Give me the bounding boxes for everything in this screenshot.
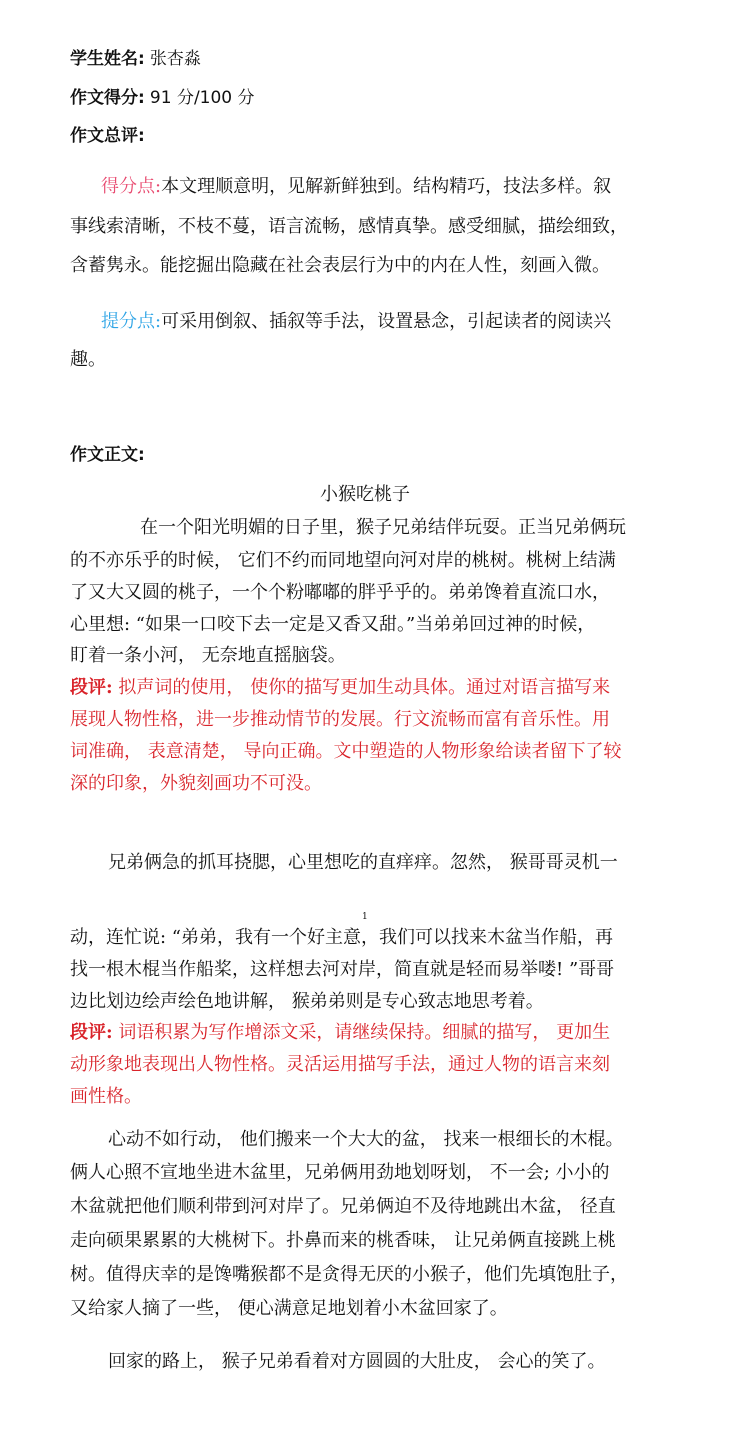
strength-text-1: 本文理顺意明，见解新鲜独到。结构精巧，技法多样。叙 [161, 176, 612, 197]
comment2-line-2: 动形象地表现出人物性格。灵活运用描写手法，通过人物的语言来刻 [70, 1054, 610, 1075]
strength-label: 得分点: [101, 176, 162, 197]
student-name-value: 张杏淼 [149, 49, 201, 69]
score-value: 91 分/100 分 [149, 88, 255, 108]
comment2-text-1: 词语积累为写作增添文采，请继续保持。细腻的描写， 更加生 [118, 1022, 611, 1043]
p2-line-1: 兄弟俩急的抓耳挠腮，心里想吃的直痒痒。忽然， 猴哥哥灵机一 [108, 852, 618, 873]
score-label: 作文得分: [70, 88, 145, 108]
strength-line-1 [101, 174, 611, 200]
p1-line-4: 心里想: “如果一口咬下去一定是又香又甜。”当弟弟回过神的时候， [70, 614, 596, 635]
comment2-label: 段评: [70, 1022, 113, 1043]
comment2-line-3: 画性格。 [70, 1086, 142, 1107]
improve-text-1: 可采用倒叙、插叙等手法，设置悬念，引起读者的阅读兴 [161, 311, 612, 332]
page-number: 1 [362, 912, 368, 922]
p3-line-3: 木盆就把他们顺利带到河对岸了。兄弟俩迫不及待地跳出木盆， 径直 [70, 1196, 616, 1217]
comment1-line-2: 展现人物性格，进一步推动情节的发展。行文流畅而富有音乐性。用 [70, 709, 610, 730]
p2-line-4: 边比划边绘声绘色地讲解， 猴弟弟则是专心致志地思考着。 [70, 991, 544, 1012]
p2-line-2: 动，连忙说: “弟弟，我有一个好主意，我们可以找来木盆当作船，再 [70, 927, 613, 948]
comment1-label: 段评: [70, 677, 113, 698]
improve-line-2: 趣。 [70, 349, 106, 370]
comment1-line-3: 词准确， 表意清楚， 导向正确。文中塑造的人物形象给读者留下了较 [70, 741, 622, 762]
improve-label: 提分点: [101, 311, 162, 332]
strength-line-2: 事线索清晰，不枝不蔓，语言流畅，感情真挚。感受细腻，描绘细致， [70, 216, 628, 237]
student-name-row [70, 44, 201, 69]
essay-title: 小猴吃桃子 [320, 484, 410, 505]
score-row [70, 83, 255, 108]
p2-line-3: 找一根木棍当作船桨，这样想去河对岸，简直就是轻而易举喽! ”哥哥 [70, 959, 615, 980]
p1-line-2: 的不亦乐乎的时候， 它们不约而同地望向河对岸的桃树。桃树上结满 [70, 550, 616, 571]
comment1-line-1 [70, 675, 610, 701]
p3-line-4: 走向硕果累累的大桃树下。扑鼻而来的桃香味， 让兄弟俩直接跳上桃 [70, 1230, 616, 1251]
strength-line-3: 含蓄隽永。能挖掘出隐藏在社会表层行为中的内在人性，刻画入微。 [70, 255, 610, 276]
p3-line-5: 树。值得庆幸的是馋嘴猴都不是贪得无厌的小猴子，他们先填饱肚子， [70, 1264, 628, 1285]
p4-line-1: 回家的路上， 猴子兄弟看着对方圆圆的大肚皮， 会心的笑了。 [108, 1351, 606, 1372]
comment2-line-1 [70, 1020, 610, 1046]
p3-line-2: 俩人心照不宣地坐进木盆里，兄弟俩用劲地划呀划， 不一会; 小小的 [70, 1162, 610, 1183]
comment1-text-1: 拟声词的使用， 使你的描写更加生动具体。通过对语言描写来 [118, 677, 611, 698]
improve-line-1 [101, 309, 611, 335]
p1-line-3: 了又大又圆的桃子，一个个粉嘟嘟的胖乎乎的。弟弟馋着直流口水， [70, 582, 610, 603]
p3-line-1: 心动不如行动， 他们搬来一个大大的盆， 找来一根细长的木棍。 [108, 1129, 624, 1150]
essay-heading: 作文正文: [70, 445, 145, 465]
review-heading: 作文总评: [70, 126, 145, 146]
p3-line-6: 又给家人摘了一些， 便心满意足地划着小木盆回家了。 [70, 1298, 508, 1319]
p1-line-5: 盯着一条小河， 无奈地直摇脑袋。 [70, 645, 346, 666]
comment1-line-4: 深的印象，外貌刻画功不可没。 [70, 773, 322, 794]
student-name-label: 学生姓名: [70, 49, 145, 69]
p1-line-1: 在一个阳光明媚的日子里，猴子兄弟结伴玩耍。正当兄弟俩玩 [140, 517, 626, 538]
